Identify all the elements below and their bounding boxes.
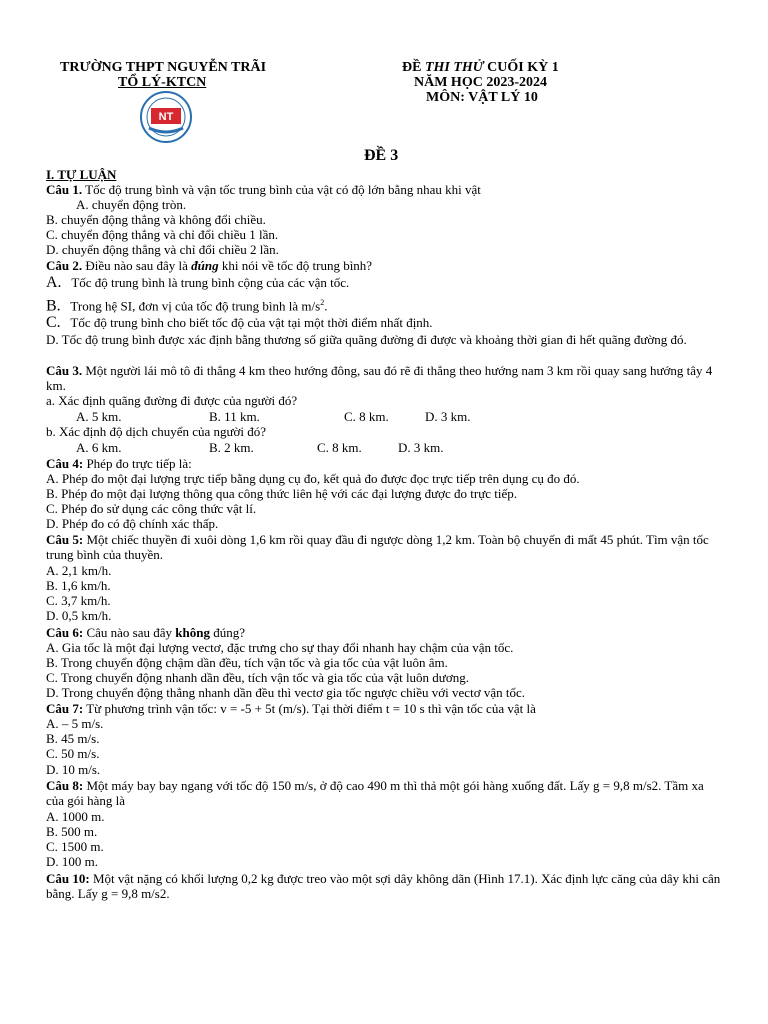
question-text: Một vật nặng có khối lượng 0,2 kg được treo vào một sợi dây không dãn (Hình 17.1). Xác định lực căng của dây khi cân bằng. Lấy g = 9,8 m/s2. [46, 871, 721, 901]
question-number: Câu 10: [46, 871, 90, 886]
q6-option-d: D. Trong chuyển động thẳng nhanh dần đều thì vectơ gia tốc ngược chiều với vectơ vận tốc. [46, 685, 525, 700]
q1-option-c: C. chuyển động thẳng và chỉ đổi chiều 1 lần. [46, 227, 279, 242]
q6-option-c: C. Trong chuyển động nhanh dần đều, tích vận tốc và gia tốc của vật luôn dương. [46, 670, 469, 685]
question-7 [46, 701, 536, 716]
question-text: Một người lái mô tô đi thẳng 4 km theo hướng đông, sau đó rẽ đi thẳng theo hướng nam 3 km rồi quay sang hướng tây 4 km. [46, 363, 713, 393]
q5-option-b: B. 1,6 km/h. [46, 578, 111, 593]
exam-prefix: ĐỀ [402, 60, 425, 75]
question-text: đúng? [209, 625, 245, 640]
q3b-option-a: A. 6 km. [76, 440, 122, 455]
subject: MÔN: VẬT LÝ 10 [426, 90, 538, 105]
q3-part-a: a. Xác định quãng đường đi được của người đó? [46, 393, 298, 408]
q6-option-b: B. Trong chuyển động chậm dần đều, tích vận tốc và gia tốc của vật luôn âm. [46, 655, 448, 670]
question-1 [46, 182, 481, 197]
question-text: Câu nào sau đây [83, 625, 176, 640]
q2-option-b [46, 295, 327, 313]
question-2 [46, 258, 372, 273]
question-number: Câu 5: [46, 532, 84, 547]
q6-option-a: A. Gia tốc là một đại lượng vectơ, đặc trưng cho sự thay đổi nhanh hay chậm của vận tốc. [46, 640, 514, 655]
q3a-option-d: D. 3 km. [425, 409, 471, 424]
option-letter: B. [46, 297, 61, 315]
exam-suffix: CUỐI KỲ 1 [483, 60, 559, 75]
q8-option-b: B. 500 m. [46, 824, 98, 839]
q5-option-c: C. 3,7 km/h. [46, 593, 111, 608]
q1-option-d: D. chuyển động thẳng và chỉ đổi chiều 2 lần. [46, 242, 279, 257]
q8-option-d: D. 100 m. [46, 854, 98, 869]
option-letter: C. [46, 314, 61, 331]
exam-code-title: ĐỀ 3 [364, 147, 399, 164]
question-number: Câu 7: [46, 701, 84, 716]
school-logo [139, 90, 193, 144]
option-text: Tốc độ trung bình là trung bình cộng của các vận tốc. [71, 275, 350, 290]
q2-option-a [46, 275, 349, 290]
school-name: TRƯỜNG THPT NGUYỄN TRÃI [60, 60, 267, 75]
q3a-option-a: A. 5 km. [76, 409, 122, 424]
q3a-option-b: B. 11 km. [209, 409, 260, 424]
q7-option-a: A. – 5 m/s. [46, 716, 104, 731]
q3b-option-c: C. 8 km. [317, 440, 362, 455]
q3-part-b: b. Xác định độ dịch chuyển của người đó? [46, 424, 267, 439]
q3b-option-d: D. 3 km. [398, 440, 444, 455]
question-text: Một máy bay bay ngang với tốc độ 150 m/s, ở độ cao 490 m thì thả một gói hàng xuống đất. Lấy g = 9,8 m/s2. Tầm xa của gói hàng là [46, 778, 704, 808]
question-6 [46, 625, 245, 640]
q3b-option-b: B. 2 km. [209, 440, 254, 455]
question-number: Câu 8: [46, 778, 84, 793]
question-8 [46, 778, 724, 808]
question-text: Từ phương trình vận tốc: v = -5 + 5t (m/s). Tại thời điểm t = 10 s thì vận tốc của vật là [83, 701, 536, 716]
option-letter: A. [46, 274, 62, 291]
question-number: Câu 6: [46, 625, 84, 640]
question-5 [46, 532, 724, 562]
question-number: Câu 3. [46, 363, 83, 378]
section-heading: I. TỰ LUẬN [46, 167, 117, 182]
question-number: Câu 1. [46, 182, 83, 197]
school-year: NĂM HỌC 2023-2024 [414, 75, 547, 90]
question-number: Câu 4: [46, 456, 84, 471]
department-name: TỔ LÝ-KTCN [118, 75, 207, 90]
q5-option-d: D. 0,5 km/h. [46, 608, 112, 623]
q2-option-c [46, 315, 433, 330]
question-text: Tốc độ trung bình và vận tốc trung bình của vật có độ lớn bằng nhau khi vật [82, 182, 481, 197]
exam-title [402, 60, 559, 76]
q4-option-b: B. Phép đo một đại lượng thông qua công thức liên hệ với các đại lượng được đo trực tiếp. [46, 486, 518, 501]
q4-option-c: C. Phép đo sử dụng các công thức vật lí. [46, 501, 257, 516]
question-text: Một chiếc thuyền đi xuôi dòng 1,6 km rồi quay đầu đi ngược dòng 1,2 km. Toàn bộ chuyến đi mất 45 phút. Tìm vận tốc trung bình của thuyền. [46, 532, 709, 562]
q5-option-a: A. 2,1 km/h. [46, 563, 112, 578]
question-text: Phép đo trực tiếp là: [83, 456, 192, 471]
option-text: Trong hệ SI, đơn vị của tốc độ trung bình là m/s [70, 298, 321, 314]
question-number: Câu 2. [46, 258, 83, 273]
q2-option-d: D. Tốc độ trung bình được xác định bằng thương số giữa quãng đường đi được và khoảng thời gian đi hết quãng đường đó. [46, 332, 687, 347]
question-text: khi nói về tốc độ trung bình? [218, 258, 373, 273]
q7-option-d: D. 10 m/s. [46, 762, 101, 777]
option-text: Tốc độ trung bình cho biết tốc độ của vật tại một thời điểm nhất định. [70, 315, 433, 330]
exam-italic: THI THỬ [424, 60, 484, 75]
emphasis: đúng [191, 258, 219, 273]
emphasis: không [175, 625, 210, 640]
q1-option-b: B. chuyển động thẳng và không đổi chiều. [46, 212, 266, 227]
q4-option-a: A. Phép đo một đại lượng trực tiếp bằng dụng cụ đo, kết quả đo được đọc trực tiếp trên dụng cụ đo đó. [46, 471, 580, 486]
q7-option-b: B. 45 m/s. [46, 731, 100, 746]
q8-option-a: A. 1000 m. [46, 809, 105, 824]
option-text-end: . [324, 298, 328, 314]
question-10 [46, 871, 724, 901]
question-text: Điều nào sau đây là [82, 258, 192, 273]
superscript: 2 [320, 298, 325, 307]
q4-option-d: D. Phép đo có độ chính xác thấp. [46, 516, 219, 531]
question-4 [46, 456, 192, 471]
q3a-option-c: C. 8 km. [344, 409, 389, 424]
logo-text: NT [158, 111, 174, 123]
q8-option-c: C. 1500 m. [46, 839, 104, 854]
q7-option-c: C. 50 m/s. [46, 746, 100, 761]
q1-option-a: A. chuyển động tròn. [76, 197, 187, 212]
question-3 [46, 363, 724, 393]
